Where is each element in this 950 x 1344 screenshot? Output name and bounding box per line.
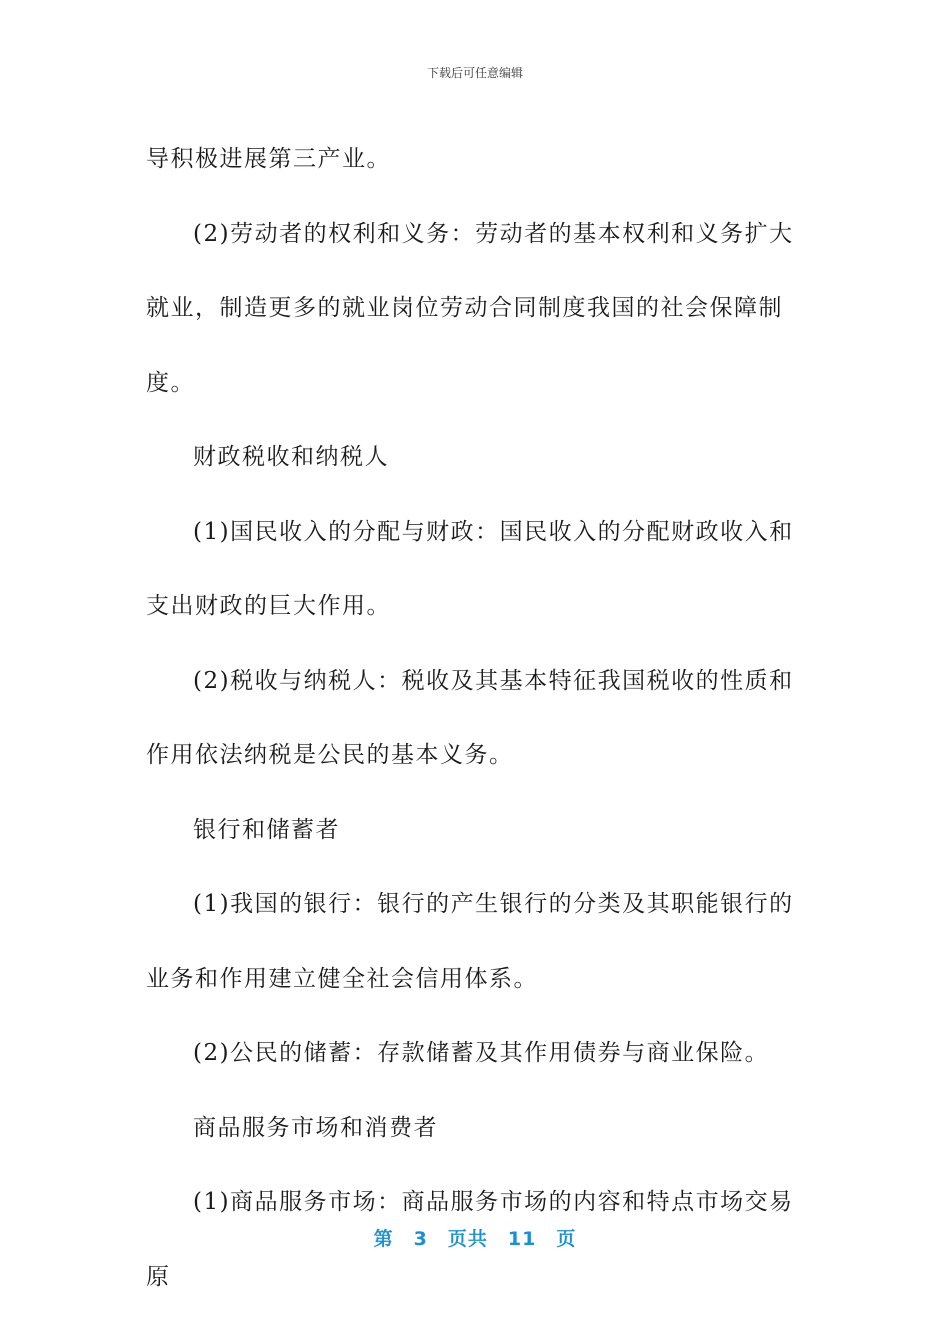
paragraph: (2)劳动者的权利和义务：劳动者的基本权利和义务扩大就业，制造更多的就业岗位劳动合同制度我国的社会保障制度。 [146,220,794,396]
header-note: 下载后可任意编辑 [426,66,523,80]
page-number-footer [0,1224,950,1251]
footer-prefix: 第 [373,1228,394,1250]
paragraph: (1)我国的银行：银行的产生银行的分类及其职能银行的业务和作用建立健全社会信用体系。 [146,891,794,992]
paragraph: (2)税收与纳税人：税收及其基本特征我国税收的性质和作用依法纳税是公民的基本义务。 [146,667,794,768]
current-page-number: 3 [413,1228,428,1250]
paragraph: (1)商品服务市场：商品服务市场的内容和特点市场交易原 [146,1189,794,1290]
paragraph: (1)国民收入的分配与财政：国民收入的分配财政收入和支出财政的巨大作用。 [146,518,794,619]
footer-suffix: 页 [556,1228,577,1250]
section-heading: 银行和储蓄者 [193,816,340,843]
paragraph: 导积极进展第三产业。 [146,146,391,172]
paragraph: (2)公民的储蓄：存款储蓄及其作用债券与商业保险。 [193,1040,770,1066]
footer-middle: 页共 [447,1228,488,1250]
section-heading: 商品服务市场和消费者 [193,1114,438,1141]
section-heading: 财政税收和纳税人 [193,444,389,470]
total-page-count: 11 [507,1228,537,1250]
document-body [146,122,806,1314]
